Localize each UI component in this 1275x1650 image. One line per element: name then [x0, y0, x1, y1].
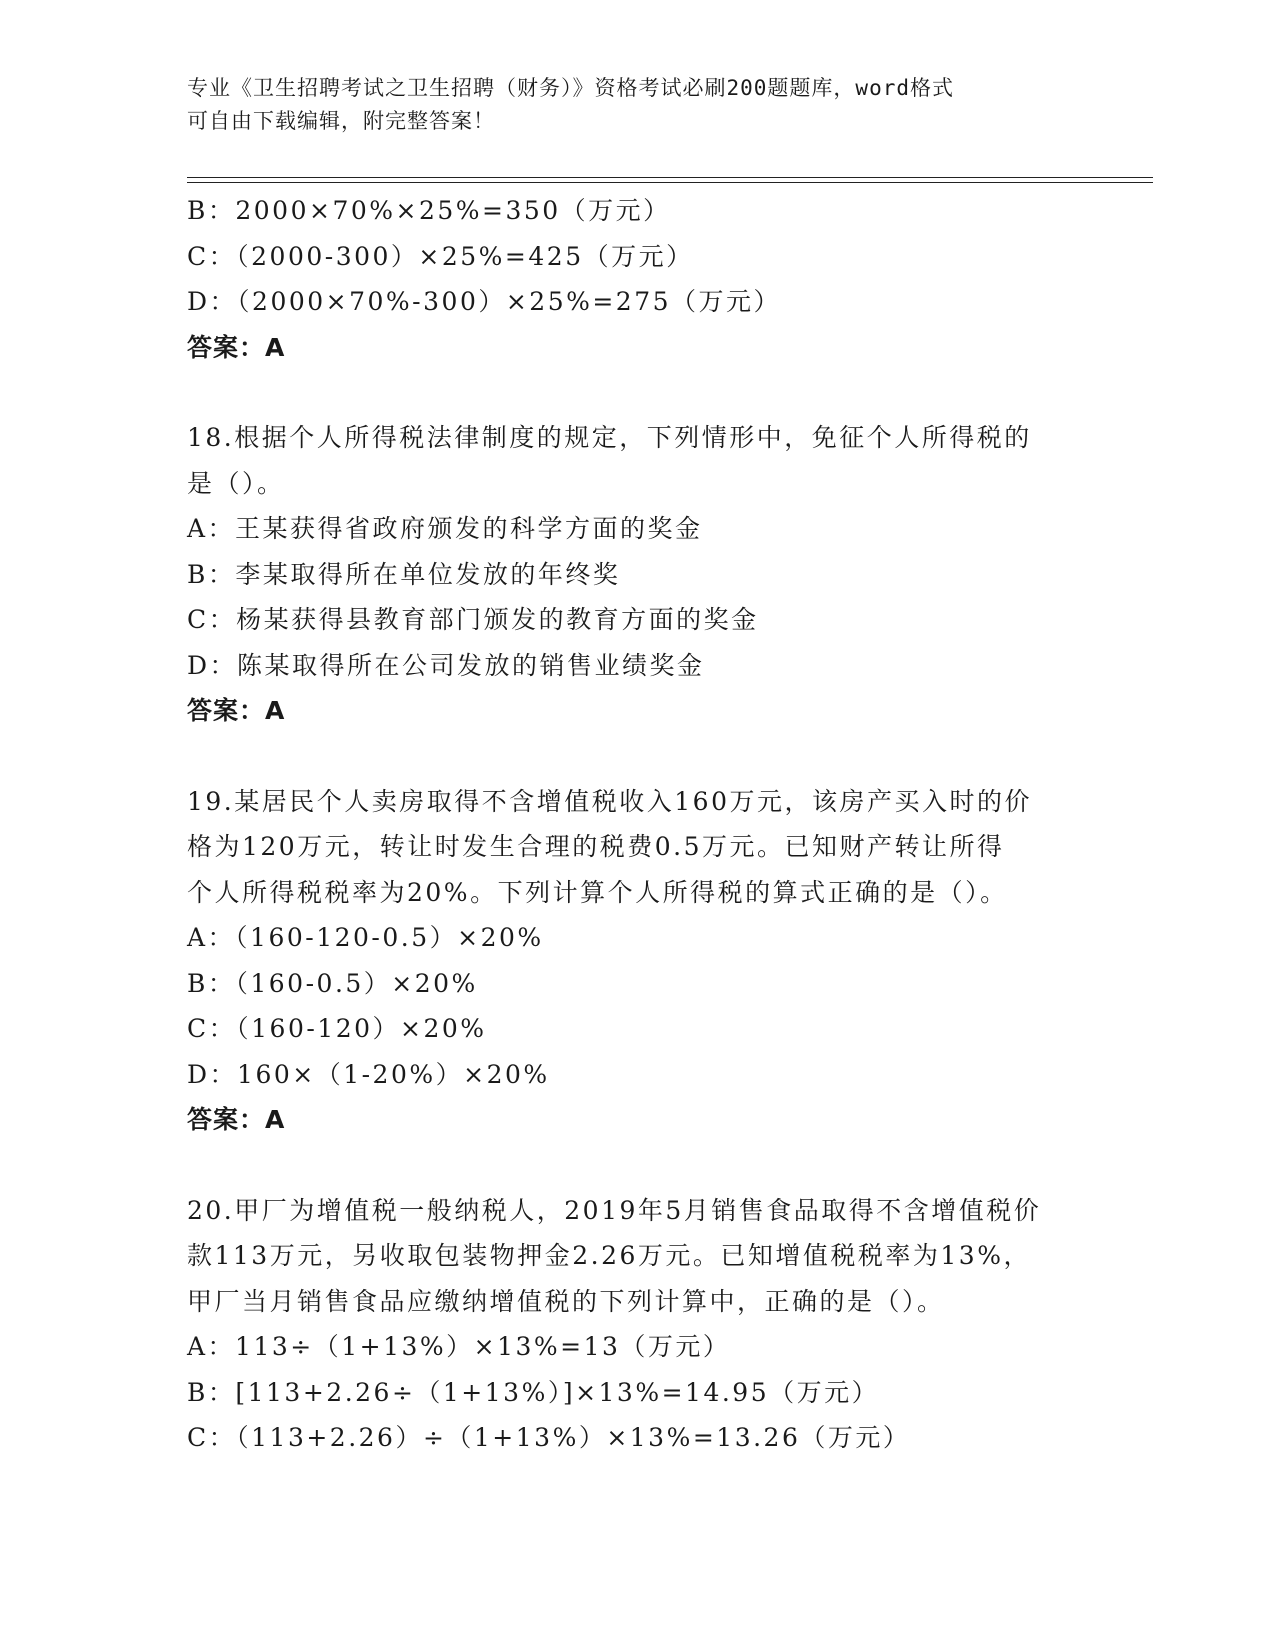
option-c: C：（113+2.26）÷（1+13%）×13%=13.26（万元）	[187, 1423, 911, 1452]
option-b: B：李某取得所在单位发放的年终奖	[187, 559, 621, 589]
question-stem-line: 个人所得税税率为20%。下列计算个人所得税的算式正确的是（）。	[187, 877, 1008, 907]
option-a: A：（160-120-0.5）×20%	[187, 923, 544, 952]
option-c: C：杨某获得县教育部门颁发的教育方面的奖金	[187, 605, 759, 634]
document-body	[187, 188, 1087, 1461]
header-line-2: 可自由下载编辑，附完整答案！	[187, 109, 495, 133]
spacer	[187, 1143, 1087, 1188]
document-header	[187, 72, 1087, 138]
question-stem-line: 18.根据个人所得税法律制度的规定，下列情形中，免征个人所得税的	[187, 423, 1032, 452]
option-c: C：（160-120）×20%	[187, 1014, 487, 1043]
answer-line: 答案：A	[187, 1105, 286, 1134]
question-stem-line: 甲厂当月销售食品应缴纳增值税的下列计算中，正确的是（）。	[187, 1286, 945, 1316]
option-d: D：陈某取得所在公司发放的销售业绩奖金	[187, 650, 705, 680]
question-stem-line: 19.某居民个人卖房取得不含增值税收入160万元，该房产买入时的价	[187, 786, 1032, 816]
question-stem-line: 格为120万元，转让时发生合理的税费0.5万元。已知财产转让所得	[187, 832, 1005, 861]
answer-line: 答案：A	[187, 332, 286, 362]
spacer	[187, 370, 1087, 415]
question-20	[187, 1188, 1087, 1461]
question-stem-line: 款113万元，另收取包装物押金2.26万元。已知增值税税率为13%，	[187, 1241, 1031, 1270]
option-c: C：（2000-300）×25%=425（万元）	[187, 241, 694, 271]
option-a: A：113÷（1+13%）×13%=13（万元）	[187, 1332, 731, 1361]
header-divider-bottom	[187, 182, 1153, 183]
question-stem-line: 20.甲厂为增值税一般纳税人，2019年5月销售食品取得不含增值税价	[187, 1195, 1042, 1225]
spacer	[187, 734, 1087, 779]
option-d: D：160×（1-20%）×20%	[187, 1059, 550, 1089]
question-18	[187, 415, 1087, 734]
question-stem-line: 是（）。	[187, 468, 285, 498]
question-17-continuation	[187, 188, 1087, 370]
option-a: A：王某获得省政府颁发的科学方面的奖金	[187, 514, 703, 543]
option-b: B：[113+2.26÷（1+13%）]×13%=14.95（万元）	[187, 1377, 880, 1407]
option-b: B：2000×70%×25%=350（万元）	[187, 196, 671, 225]
option-b: B：（160-0.5）×20%	[187, 968, 478, 998]
answer-line: 答案：A	[187, 696, 286, 725]
header-line-1: 专业《卫生招聘考试之卫生招聘（财务）》资格考试必刷200题题库，word格式	[187, 76, 954, 100]
option-d: D：（2000×70%-300）×25%=275（万元）	[187, 287, 782, 316]
question-19	[187, 779, 1087, 1143]
header-divider-top	[187, 177, 1153, 178]
